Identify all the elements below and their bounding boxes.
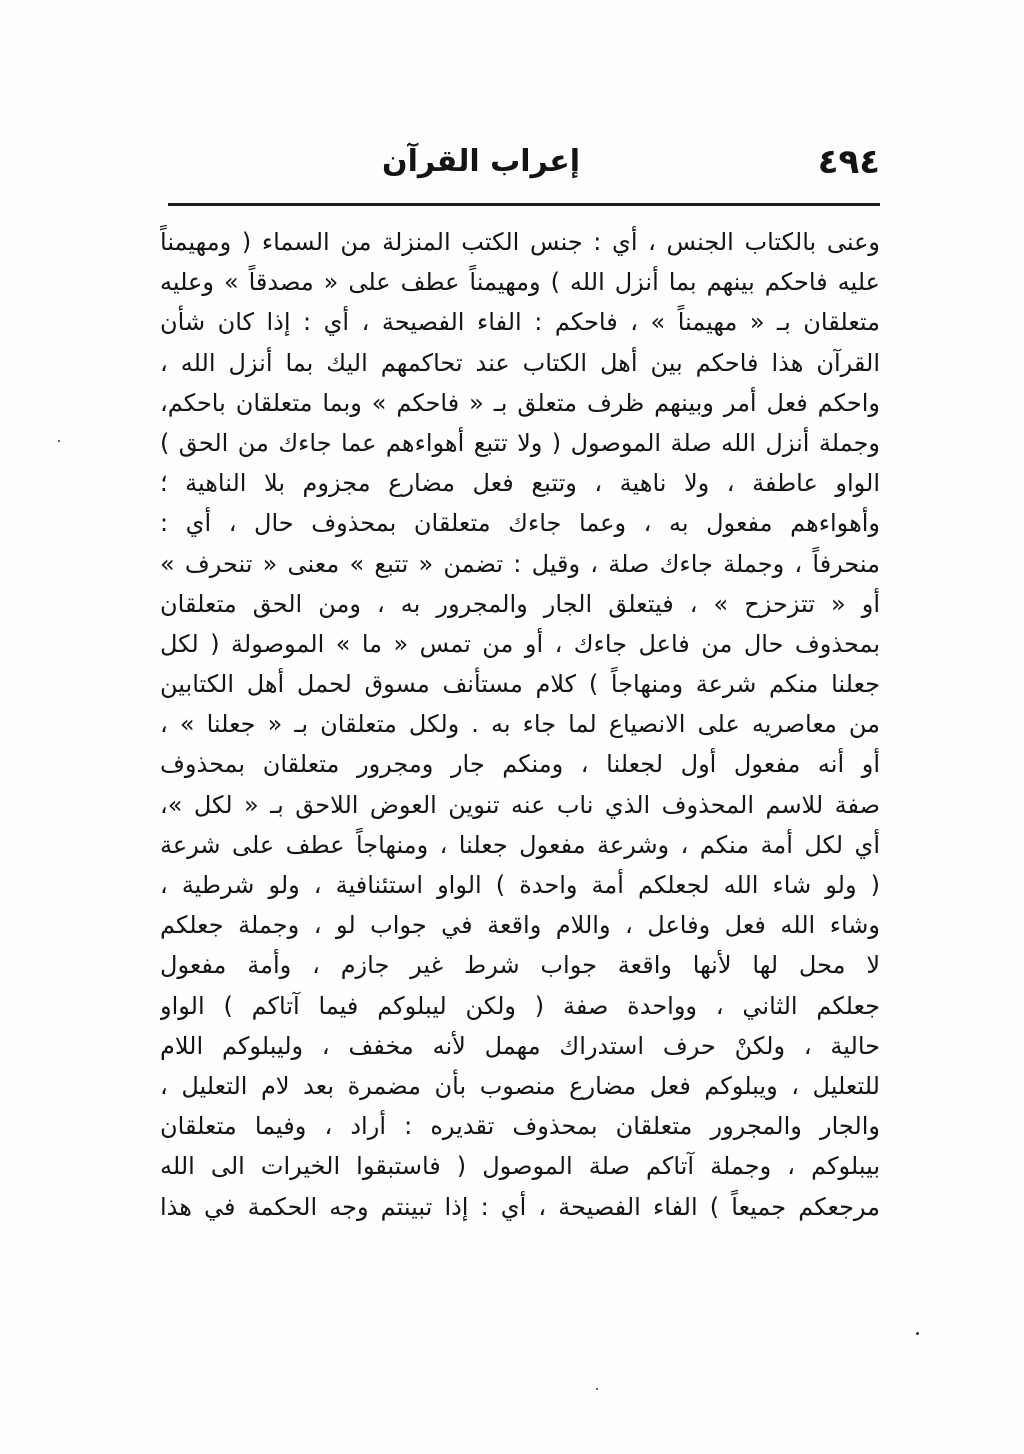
page-number: ٤٩٤ [817,142,880,182]
text-line: لا محل لها لأنها واقعة جواب شرط غير جازم ، وأمة مفعول [160,951,880,980]
text-line: أو « تتزحزح » ، فيتعلق الجار والمجرور به ، ومن الحق متعلقان [160,589,880,618]
text-line: منحرفاً ، وجملة جاءك صلة ، وقيل : تضمن « تتبع » معنى « تنحرف » [160,549,880,578]
text-line: من معاصريه على الانصياع لما جاء به . ولكل متعلقان بـ « جعلنا » ، [160,710,880,739]
scan-speck [916,1332,919,1335]
text-line: وجملة أنزل الله صلة الموصول ( ولا تتبع أهواءهم عما جاءك من الحق ) [160,428,880,457]
text-line: وشاء الله فعل وفاعل ، واللام واقعة في جواب لو ، وجملة جعلكم [160,911,880,940]
text-line: للتعليل ، ويبلوكم فعل مضارع منصوب بأن مضمرة بعد لام التعليل ، [160,1071,880,1100]
text-line: والجار والمجرور متعلقان بمحذوف تقديره : أراد ، وفيما متعلقان [160,1112,880,1141]
page-header [170,142,880,192]
text-line: حالية ، ولكنْ حرف استدراك مهمل لأنه مخفف ، وليبلوكم اللام [160,1031,880,1060]
text-line: بيبلوكم ، وجملة آتاكم صلة الموصول ( فاستبقوا الخيرات الى الله [160,1152,880,1181]
text-line: جعلنا منكم شرعة ومنهاجاً ) كلام مستأنف مسوق لحمل أهل الكتابين [160,670,880,699]
text-line: مرجعكم جميعاً ) الفاء الفصيحة ، أي : إذا تبينتم وجه الحكمة في هذا [160,1192,880,1221]
body-text [160,222,880,1227]
text-line: واحكم فعل أمر وبينهم ظرف متعلق بـ « فاحكم » وبما متعلقان باحكم، [160,388,880,417]
text-line: وعنى بالكتاب الجنس ، أي : جنس الكتب المنزلة من السماء ( ومهيمناً [160,228,880,256]
scan-speck [596,1388,598,1390]
text-line: القرآن هذا فاحكم بين أهل الكتاب عند تحاكمهم اليك بما أنزل الله ، [160,348,880,377]
text-line: أو أنه مفعول أول لجعلنا ، ومنكم جار ومجرور متعلقان بمحذوف [160,750,880,779]
text-line: ( ولو شاء الله لجعلكم أمة واحدة ) الواو استئنافية ، ولو شرطية ، [160,871,880,899]
text-line: وأهواءهم مفعول به ، وعما جاءك متعلقان بمحذوف حال ، أي : [160,509,880,538]
scan-speck [58,440,60,442]
text-line: صفة للاسم المحذوف الذي ناب عنه تنوين العوض اللاحق بـ « لكل »، [160,790,880,819]
text-line: أي لكل أمة منكم ، وشرعة مفعول جعلنا ، ومنهاجاً عطف على شرعة [160,830,880,859]
text-line: عليه فاحكم بينهم بما أنزل الله ) ومهيمناً عطف على « مصدقاً » وعليه [160,268,880,297]
text-line: متعلقان بـ « مهيمناً » ، فاحكم : الفاء الفصيحة ، أي : إذا كان شأن [160,308,880,337]
text-line: جعلكم الثاني ، وواحدة صفة ( ولكن ليبلوكم فيما آتاكم ) الواو [160,991,880,1020]
running-title: إعراب القرآن [381,144,580,179]
header-rule [168,203,880,206]
text-line: الواو عاطفة ، ولا ناهية ، وتتبع فعل مضارع مجزوم بلا الناهية ؛ [160,469,880,498]
text-line: بمحذوف حال من فاعل جاءك ، أو من تمس « ما » الموصولة ( لكل [160,629,880,658]
